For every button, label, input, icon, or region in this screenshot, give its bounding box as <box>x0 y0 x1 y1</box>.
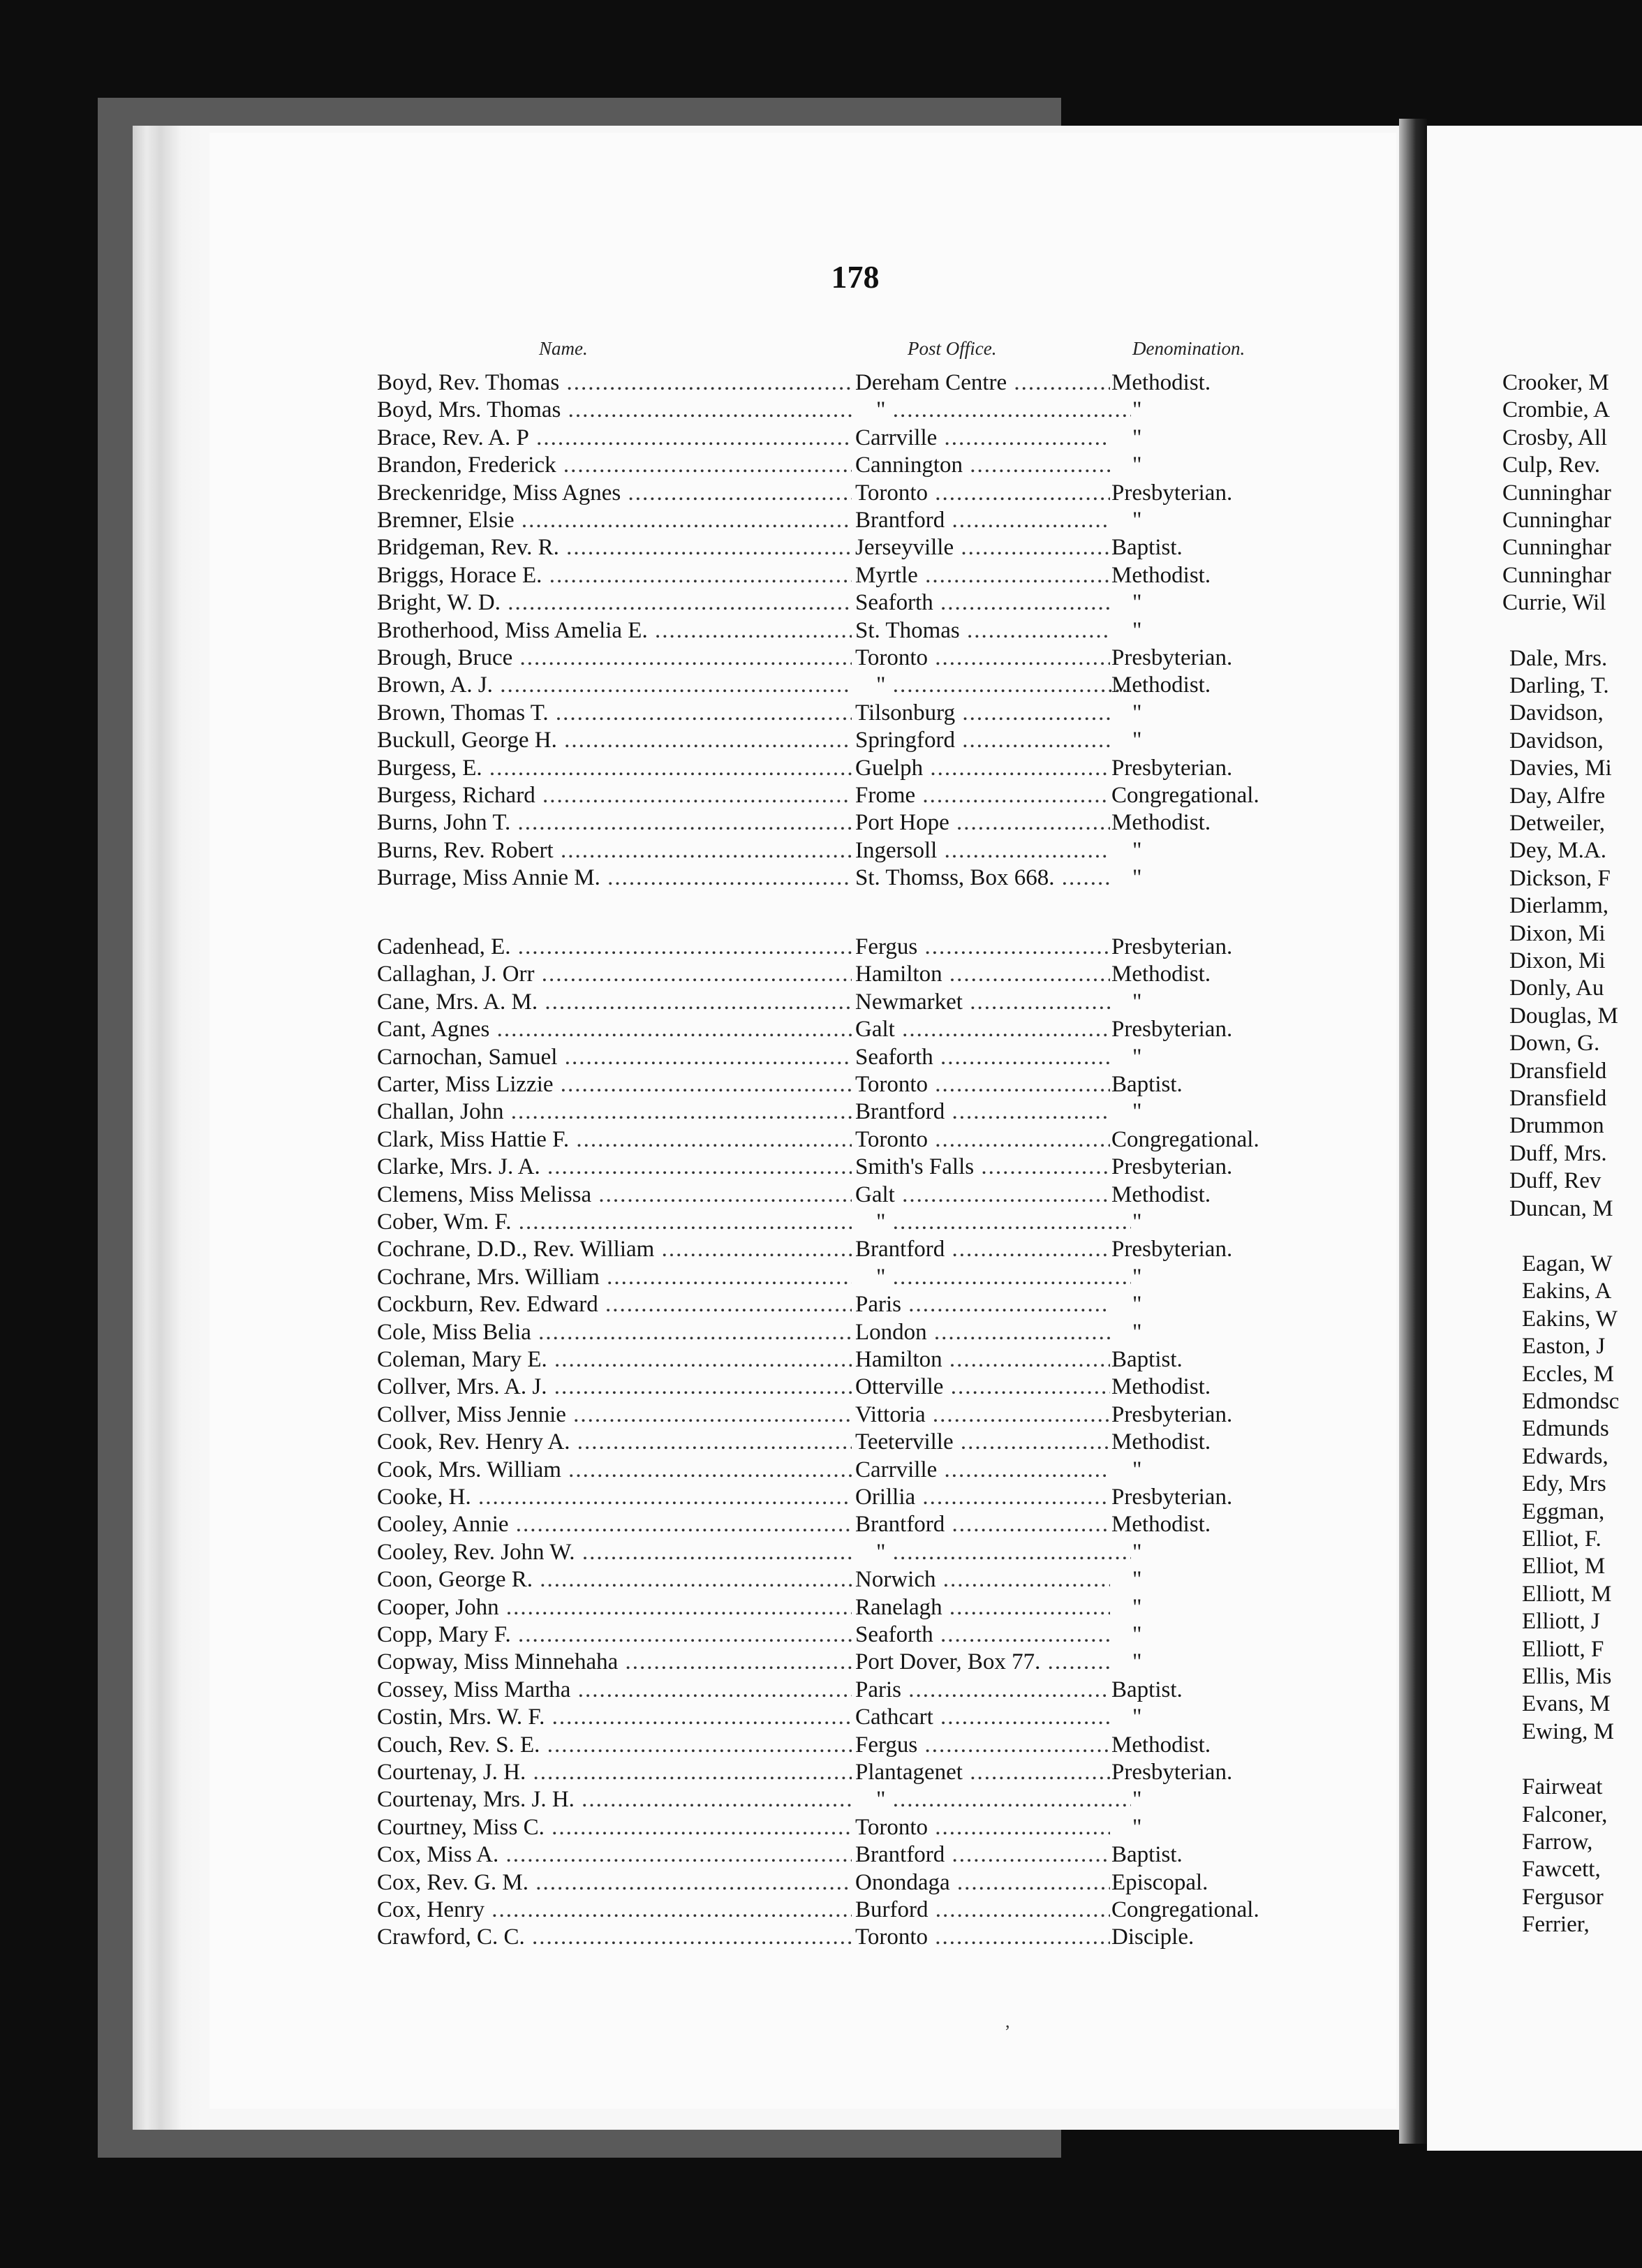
entry-post-office: Onondaga ..... <box>855 1869 1110 1897</box>
entry-denomination: Baptist. <box>1111 1072 1183 1097</box>
entry-post-office: Newmarket ..... <box>855 988 1110 1016</box>
entry-name: Boyd, Rev. Thomas ..... <box>377 369 852 397</box>
entry-denomination: Congregational. <box>1111 1897 1259 1922</box>
entry-denomination: Methodist. <box>1111 962 1211 987</box>
entry-post-office: " ..... <box>855 1538 1131 1566</box>
right-page-entry: Dixon, Mi <box>1509 948 1606 973</box>
entry-denomination: Episcopal. <box>1111 1869 1208 1895</box>
entry-name: Cossey, Miss Martha ..... <box>377 1676 852 1704</box>
entry-denomination: " <box>1132 1594 1142 1620</box>
entry-name: Cox, Miss A. ..... <box>377 1841 852 1869</box>
entry-denomination: Baptist. <box>1111 535 1183 561</box>
entry-post-office: Jerseyville ..... <box>855 533 1110 561</box>
right-page-entry: Crooker, M <box>1502 370 1609 395</box>
right-page-entry: Easton, J <box>1522 1334 1606 1360</box>
right-page-entry: Ellis, Mis <box>1522 1664 1612 1689</box>
right-page-entry: Duff, Rev <box>1509 1168 1602 1194</box>
right-page-entry: Davidson, <box>1509 728 1604 753</box>
entry-denomination: " <box>1132 1814 1142 1840</box>
entry-denomination: " <box>1132 590 1142 616</box>
entry-denomination: Methodist. <box>1111 562 1211 588</box>
entry-name: Brown, Thomas T. ..... <box>377 699 852 727</box>
right-page-entry: Duncan, M <box>1509 1195 1613 1221</box>
entry-name: Costin, Mrs. W. F. ..... <box>377 1703 852 1731</box>
entry-denomination: Baptist. <box>1111 1842 1183 1868</box>
page-number: 178 <box>831 259 880 295</box>
entry-denomination: Presbyterian. <box>1111 1237 1233 1262</box>
right-page-entry: Cunninghar <box>1502 508 1611 533</box>
right-page-entry: Cunninghar <box>1502 535 1611 561</box>
right-page-entry: Currie, Wil <box>1502 590 1606 616</box>
right-page-entry: Edy, Mrs <box>1522 1471 1606 1497</box>
right-page-entry: Eagan, W <box>1522 1251 1613 1276</box>
entry-name: Copp, Mary F. ..... <box>377 1621 852 1649</box>
entry-post-office: Toronto ..... <box>855 1070 1110 1098</box>
entry-name: Cox, Rev. G. M. ..... <box>377 1869 852 1897</box>
entry-post-office: Cathcart ..... <box>855 1703 1110 1731</box>
entry-name: Crawford, C. C. ..... <box>377 1923 852 1951</box>
entry-post-office: Paris ..... <box>855 1290 1110 1318</box>
right-page-entry: Elliott, M <box>1522 1581 1612 1607</box>
entry-post-office: Dereham Centre ..... <box>855 369 1110 397</box>
entry-name: Callaghan, J. Orr ..... <box>377 960 852 988</box>
right-page-entry: Elliot, F. <box>1522 1526 1602 1552</box>
right-page-entry: Evans, M <box>1522 1691 1611 1717</box>
entry-name: Cane, Mrs. A. M. ..... <box>377 988 852 1016</box>
entry-denomination: " <box>1132 1539 1142 1565</box>
entry-post-office: Ingersoll ..... <box>855 837 1110 864</box>
header-post-office: Post Office. <box>908 338 997 359</box>
entry-name: Copway, Miss Minnehaha ..... <box>377 1648 852 1676</box>
entry-post-office: " ..... <box>855 1785 1131 1813</box>
entry-denomination: " <box>1132 1567 1142 1593</box>
entry-name: Cober, Wm. F. ..... <box>377 1208 852 1236</box>
entry-denomination: " <box>1132 1264 1142 1290</box>
entry-post-office: Toronto ..... <box>855 479 1110 507</box>
entry-name: Burns, Rev. Robert ..... <box>377 837 852 864</box>
entry-name: Brown, A. J. ..... <box>377 671 852 699</box>
entry-post-office: " ..... <box>855 396 1131 424</box>
entry-post-office: Smith's Falls ..... <box>855 1153 1110 1181</box>
entry-denomination: " <box>1132 837 1142 863</box>
entry-post-office: Port Hope ..... <box>855 809 1110 837</box>
right-page-entry: Drummon <box>1509 1113 1604 1139</box>
entry-name: Burgess, Richard ..... <box>377 781 852 809</box>
entry-denomination: " <box>1132 1292 1142 1318</box>
right-page-entry: Fairweat <box>1522 1774 1603 1800</box>
entry-denomination: Methodist. <box>1111 1429 1211 1455</box>
entry-denomination: Methodist. <box>1111 1374 1211 1400</box>
book-gutter <box>1399 119 1427 2144</box>
entry-denomination: " <box>1132 1099 1142 1125</box>
right-page-entry: Dickson, F <box>1509 865 1611 891</box>
entry-denomination: " <box>1132 700 1142 726</box>
entry-name: Boyd, Mrs. Thomas ..... <box>377 396 852 424</box>
right-page-entry: Elliott, F <box>1522 1636 1604 1662</box>
right-page-entry: Edmunds <box>1522 1416 1609 1442</box>
entry-denomination: Presbyterian. <box>1111 1017 1233 1043</box>
right-page-entry: Crombie, A <box>1502 397 1610 423</box>
entry-name: Clemens, Miss Melissa ..... <box>377 1181 852 1209</box>
entry-denomination: Methodist. <box>1111 370 1211 395</box>
entry-name: Clark, Miss Hattie F. ..... <box>377 1126 852 1154</box>
right-page-entry: Dransfield <box>1509 1086 1607 1111</box>
entry-denomination: " <box>1132 865 1142 891</box>
entry-post-office: Brantford ..... <box>855 1841 1110 1869</box>
entry-post-office: Vittoria ..... <box>855 1401 1110 1429</box>
entry-post-office: Carrville ..... <box>855 1456 1110 1484</box>
entry-name: Coon, George R. ..... <box>377 1566 852 1593</box>
entry-post-office: " ..... <box>855 1263 1131 1291</box>
entry-denomination: Presbyterian. <box>1111 480 1233 506</box>
entry-denomination: Disciple. <box>1111 1924 1194 1950</box>
entry-name: Cochrane, D.D., Rev. William ..... <box>377 1235 852 1263</box>
entry-denomination: " <box>1132 452 1142 478</box>
entry-post-office: Ranelagh ..... <box>855 1593 1110 1621</box>
entry-denomination: " <box>1132 1622 1142 1647</box>
right-page-entry: Donly, Au <box>1509 975 1604 1001</box>
entry-post-office: Brantford ..... <box>855 506 1110 534</box>
entry-post-office: Carrville ..... <box>855 424 1110 452</box>
entry-denomination: " <box>1132 508 1142 533</box>
entry-post-office: Tilsonburg ..... <box>855 699 1110 727</box>
entry-name: Buckull, George H. ..... <box>377 726 852 754</box>
right-page-entry: Day, Alfre <box>1509 783 1606 809</box>
right-page-entry: Elliot, M <box>1522 1554 1606 1580</box>
right-page-entry: Dransfield <box>1509 1058 1607 1084</box>
right-page-entry: Cunninghar <box>1502 562 1611 588</box>
right-page-entry: Dierlamm, <box>1509 893 1609 919</box>
entry-name: Burrage, Miss Annie M. ..... <box>377 864 852 892</box>
entry-name: Cooley, Annie ..... <box>377 1510 852 1538</box>
entry-name: Collver, Mrs. A. J. ..... <box>377 1373 852 1401</box>
entry-denomination: Presbyterian. <box>1111 645 1233 670</box>
right-page-entry: Cunninghar <box>1502 480 1611 506</box>
entry-name: Bright, W. D. ..... <box>377 589 852 617</box>
right-page-entry: Down, G. <box>1509 1031 1600 1056</box>
entry-name: Carnochan, Samuel ..... <box>377 1043 852 1071</box>
entry-name: Burns, John T. ..... <box>377 809 852 837</box>
entry-denomination: " <box>1132 1209 1142 1235</box>
entry-post-office: Cannington ..... <box>855 451 1110 479</box>
entry-post-office: St. Thomas ..... <box>855 617 1110 645</box>
entry-name: Cockburn, Rev. Edward ..... <box>377 1290 852 1318</box>
entry-name: Clarke, Mrs. J. A. ..... <box>377 1153 852 1181</box>
right-page-entry: Elliott, J <box>1522 1609 1600 1635</box>
entry-denomination: " <box>1132 425 1142 450</box>
right-page-entry: Edmondsc <box>1522 1389 1620 1414</box>
right-page-entry: Ferrier, <box>1522 1912 1590 1938</box>
entry-post-office: Hamilton ..... <box>855 960 1110 988</box>
entry-post-office: Toronto ..... <box>855 1813 1110 1841</box>
entry-post-office: Plantagenet ..... <box>855 1758 1110 1786</box>
entry-name: Cox, Henry ..... <box>377 1896 852 1924</box>
entry-name: Cant, Agnes ..... <box>377 1015 852 1043</box>
entry-name: Briggs, Horace E. ..... <box>377 561 852 589</box>
entry-denomination: Presbyterian. <box>1111 1485 1233 1510</box>
right-page-entry: Eggman, <box>1522 1498 1605 1524</box>
entry-post-office: Galt ..... <box>855 1181 1110 1209</box>
entry-post-office: Brantford ..... <box>855 1235 1110 1263</box>
right-page-entry: Culp, Rev. <box>1502 452 1600 478</box>
entry-post-office: Frome ..... <box>855 781 1110 809</box>
entry-name: Cole, Miss Belia ..... <box>377 1318 852 1346</box>
entry-denomination: " <box>1132 1044 1142 1070</box>
right-page-entry: Eakins, W <box>1522 1306 1618 1332</box>
entry-post-office: Brantford ..... <box>855 1098 1110 1126</box>
entry-post-office: Port Dover, Box 77. ..... <box>855 1648 1110 1676</box>
right-page-entry: Farrow, <box>1522 1829 1593 1855</box>
right-page-entry: Duff, Mrs. <box>1509 1140 1607 1166</box>
entry-post-office: Paris ..... <box>855 1676 1110 1704</box>
right-page-entry: Eakins, A <box>1522 1279 1612 1304</box>
entry-denomination: Methodist. <box>1111 810 1211 836</box>
entry-denomination: " <box>1132 1704 1142 1730</box>
entry-name: Brotherhood, Miss Amelia E. ..... <box>377 617 852 645</box>
entry-denomination: Presbyterian. <box>1111 1401 1233 1427</box>
entry-post-office: Toronto ..... <box>855 1923 1110 1951</box>
entry-denomination: Presbyterian. <box>1111 1154 1233 1180</box>
entry-post-office: London ..... <box>855 1318 1110 1346</box>
entry-name: Challan, John ..... <box>377 1098 852 1126</box>
entry-post-office: Toronto ..... <box>855 644 1110 672</box>
entry-denomination: " <box>1132 728 1142 753</box>
entry-post-office: Fergus ..... <box>855 1731 1110 1759</box>
entry-denomination: Methodist. <box>1111 672 1211 698</box>
entry-name: Coleman, Mary E. ..... <box>377 1346 852 1374</box>
entry-denomination: " <box>1132 1319 1142 1345</box>
entry-name: Cooper, John ..... <box>377 1593 852 1621</box>
entry-denomination: " <box>1132 1457 1142 1482</box>
header-denomination: Denomination. <box>1132 338 1245 359</box>
entry-denomination: Methodist. <box>1111 1732 1211 1758</box>
entry-denomination: " <box>1132 1787 1142 1813</box>
right-page-entry: Fergusor <box>1522 1884 1604 1910</box>
right-page-entry: Crosby, All <box>1502 425 1608 450</box>
right-page-entry: Davidson, <box>1509 700 1604 726</box>
entry-post-office: " ..... <box>855 1208 1131 1236</box>
header-name: Name. <box>539 338 588 359</box>
entry-denomination: " <box>1132 397 1142 423</box>
entry-name: Burgess, E. ..... <box>377 754 852 782</box>
entry-name: Cochrane, Mrs. William ..... <box>377 1263 852 1291</box>
right-page-entry: Falconer, <box>1522 1802 1608 1827</box>
right-page-entry: Darling, T. <box>1509 673 1609 698</box>
entry-post-office: Burford ..... <box>855 1896 1110 1924</box>
right-page-entry: Douglas, M <box>1509 1003 1618 1029</box>
entry-name: Brandon, Frederick ..... <box>377 451 852 479</box>
entry-post-office: Seaforth ..... <box>855 589 1110 617</box>
entry-denomination: Methodist. <box>1111 1512 1211 1538</box>
entry-name: Courtenay, Mrs. J. H. ..... <box>377 1785 852 1813</box>
entry-post-office: Otterville ..... <box>855 1373 1110 1401</box>
entry-denomination: " <box>1132 989 1142 1015</box>
entry-name: Bridgeman, Rev. R. ..... <box>377 533 852 561</box>
entry-post-office: Fergus ..... <box>855 933 1110 961</box>
entry-name: Courtenay, J. H. ..... <box>377 1758 852 1786</box>
entry-name: Collver, Miss Jennie ..... <box>377 1401 852 1429</box>
entry-name: Cadenhead, E. ..... <box>377 933 852 961</box>
entry-name: Cooley, Rev. John W. ..... <box>377 1538 852 1566</box>
entry-denomination: Baptist. <box>1111 1347 1183 1372</box>
entry-name: Cook, Mrs. William ..... <box>377 1456 852 1484</box>
right-page-entry: Ewing, M <box>1522 1718 1614 1744</box>
entry-denomination: Presbyterian. <box>1111 755 1233 781</box>
entry-post-office: Teeterville ..... <box>855 1428 1110 1456</box>
entry-denomination: Presbyterian. <box>1111 1760 1233 1785</box>
entry-denomination: Congregational. <box>1111 1126 1259 1152</box>
entry-name: Brace, Rev. A. P ..... <box>377 424 852 452</box>
right-page-entry: Dey, M.A. <box>1509 838 1607 864</box>
entry-name: Brough, Bruce ..... <box>377 644 852 672</box>
entry-name: Cooke, H. ..... <box>377 1483 852 1511</box>
entry-name: Carter, Miss Lizzie ..... <box>377 1070 852 1098</box>
right-page-entry: Davies, Mi <box>1509 756 1612 781</box>
right-page-entry: Detweiler, <box>1509 811 1606 836</box>
entry-name: Breckenridge, Miss Agnes ..... <box>377 479 852 507</box>
entry-post-office: Myrtle ..... <box>855 561 1110 589</box>
footer-mark: , <box>1005 2011 1010 2031</box>
entry-post-office: Seaforth ..... <box>855 1043 1110 1071</box>
entry-post-office: Springford ..... <box>855 726 1110 754</box>
entry-name: Courtney, Miss C. ..... <box>377 1813 852 1841</box>
right-page-entry: Fawcett, <box>1522 1857 1601 1883</box>
entry-post-office: Galt ..... <box>855 1015 1110 1043</box>
entry-denomination: " <box>1132 617 1142 643</box>
right-page-entry: Dale, Mrs. <box>1509 645 1608 671</box>
entry-post-office: Guelph ..... <box>855 754 1110 782</box>
entry-post-office: Orillia ..... <box>855 1483 1110 1511</box>
entry-post-office: Seaforth ..... <box>855 1621 1110 1649</box>
entry-denomination: Congregational. <box>1111 783 1259 808</box>
entry-denomination: Methodist. <box>1111 1181 1211 1207</box>
entry-post-office: Brantford ..... <box>855 1510 1110 1538</box>
entry-post-office: Hamilton ..... <box>855 1346 1110 1374</box>
entry-post-office: Norwich ..... <box>855 1566 1110 1593</box>
right-page-entry: Dixon, Mi <box>1509 920 1606 946</box>
entry-denomination: Baptist. <box>1111 1677 1183 1702</box>
right-page-entry: Edwards, <box>1522 1443 1608 1469</box>
entry-post-office: Toronto ..... <box>855 1126 1110 1154</box>
entry-post-office: St. Thomss, Box 668. ..... <box>855 864 1110 892</box>
right-page-entry: Eccles, M <box>1522 1361 1614 1387</box>
entry-post-office: " ..... <box>855 671 1131 699</box>
entry-denomination: Presbyterian. <box>1111 934 1233 959</box>
entry-name: Bremner, Elsie ..... <box>377 506 852 534</box>
entry-name: Couch, Rev. S. E. ..... <box>377 1731 852 1759</box>
entry-denomination: " <box>1132 1649 1142 1675</box>
entry-name: Cook, Rev. Henry A. ..... <box>377 1428 852 1456</box>
